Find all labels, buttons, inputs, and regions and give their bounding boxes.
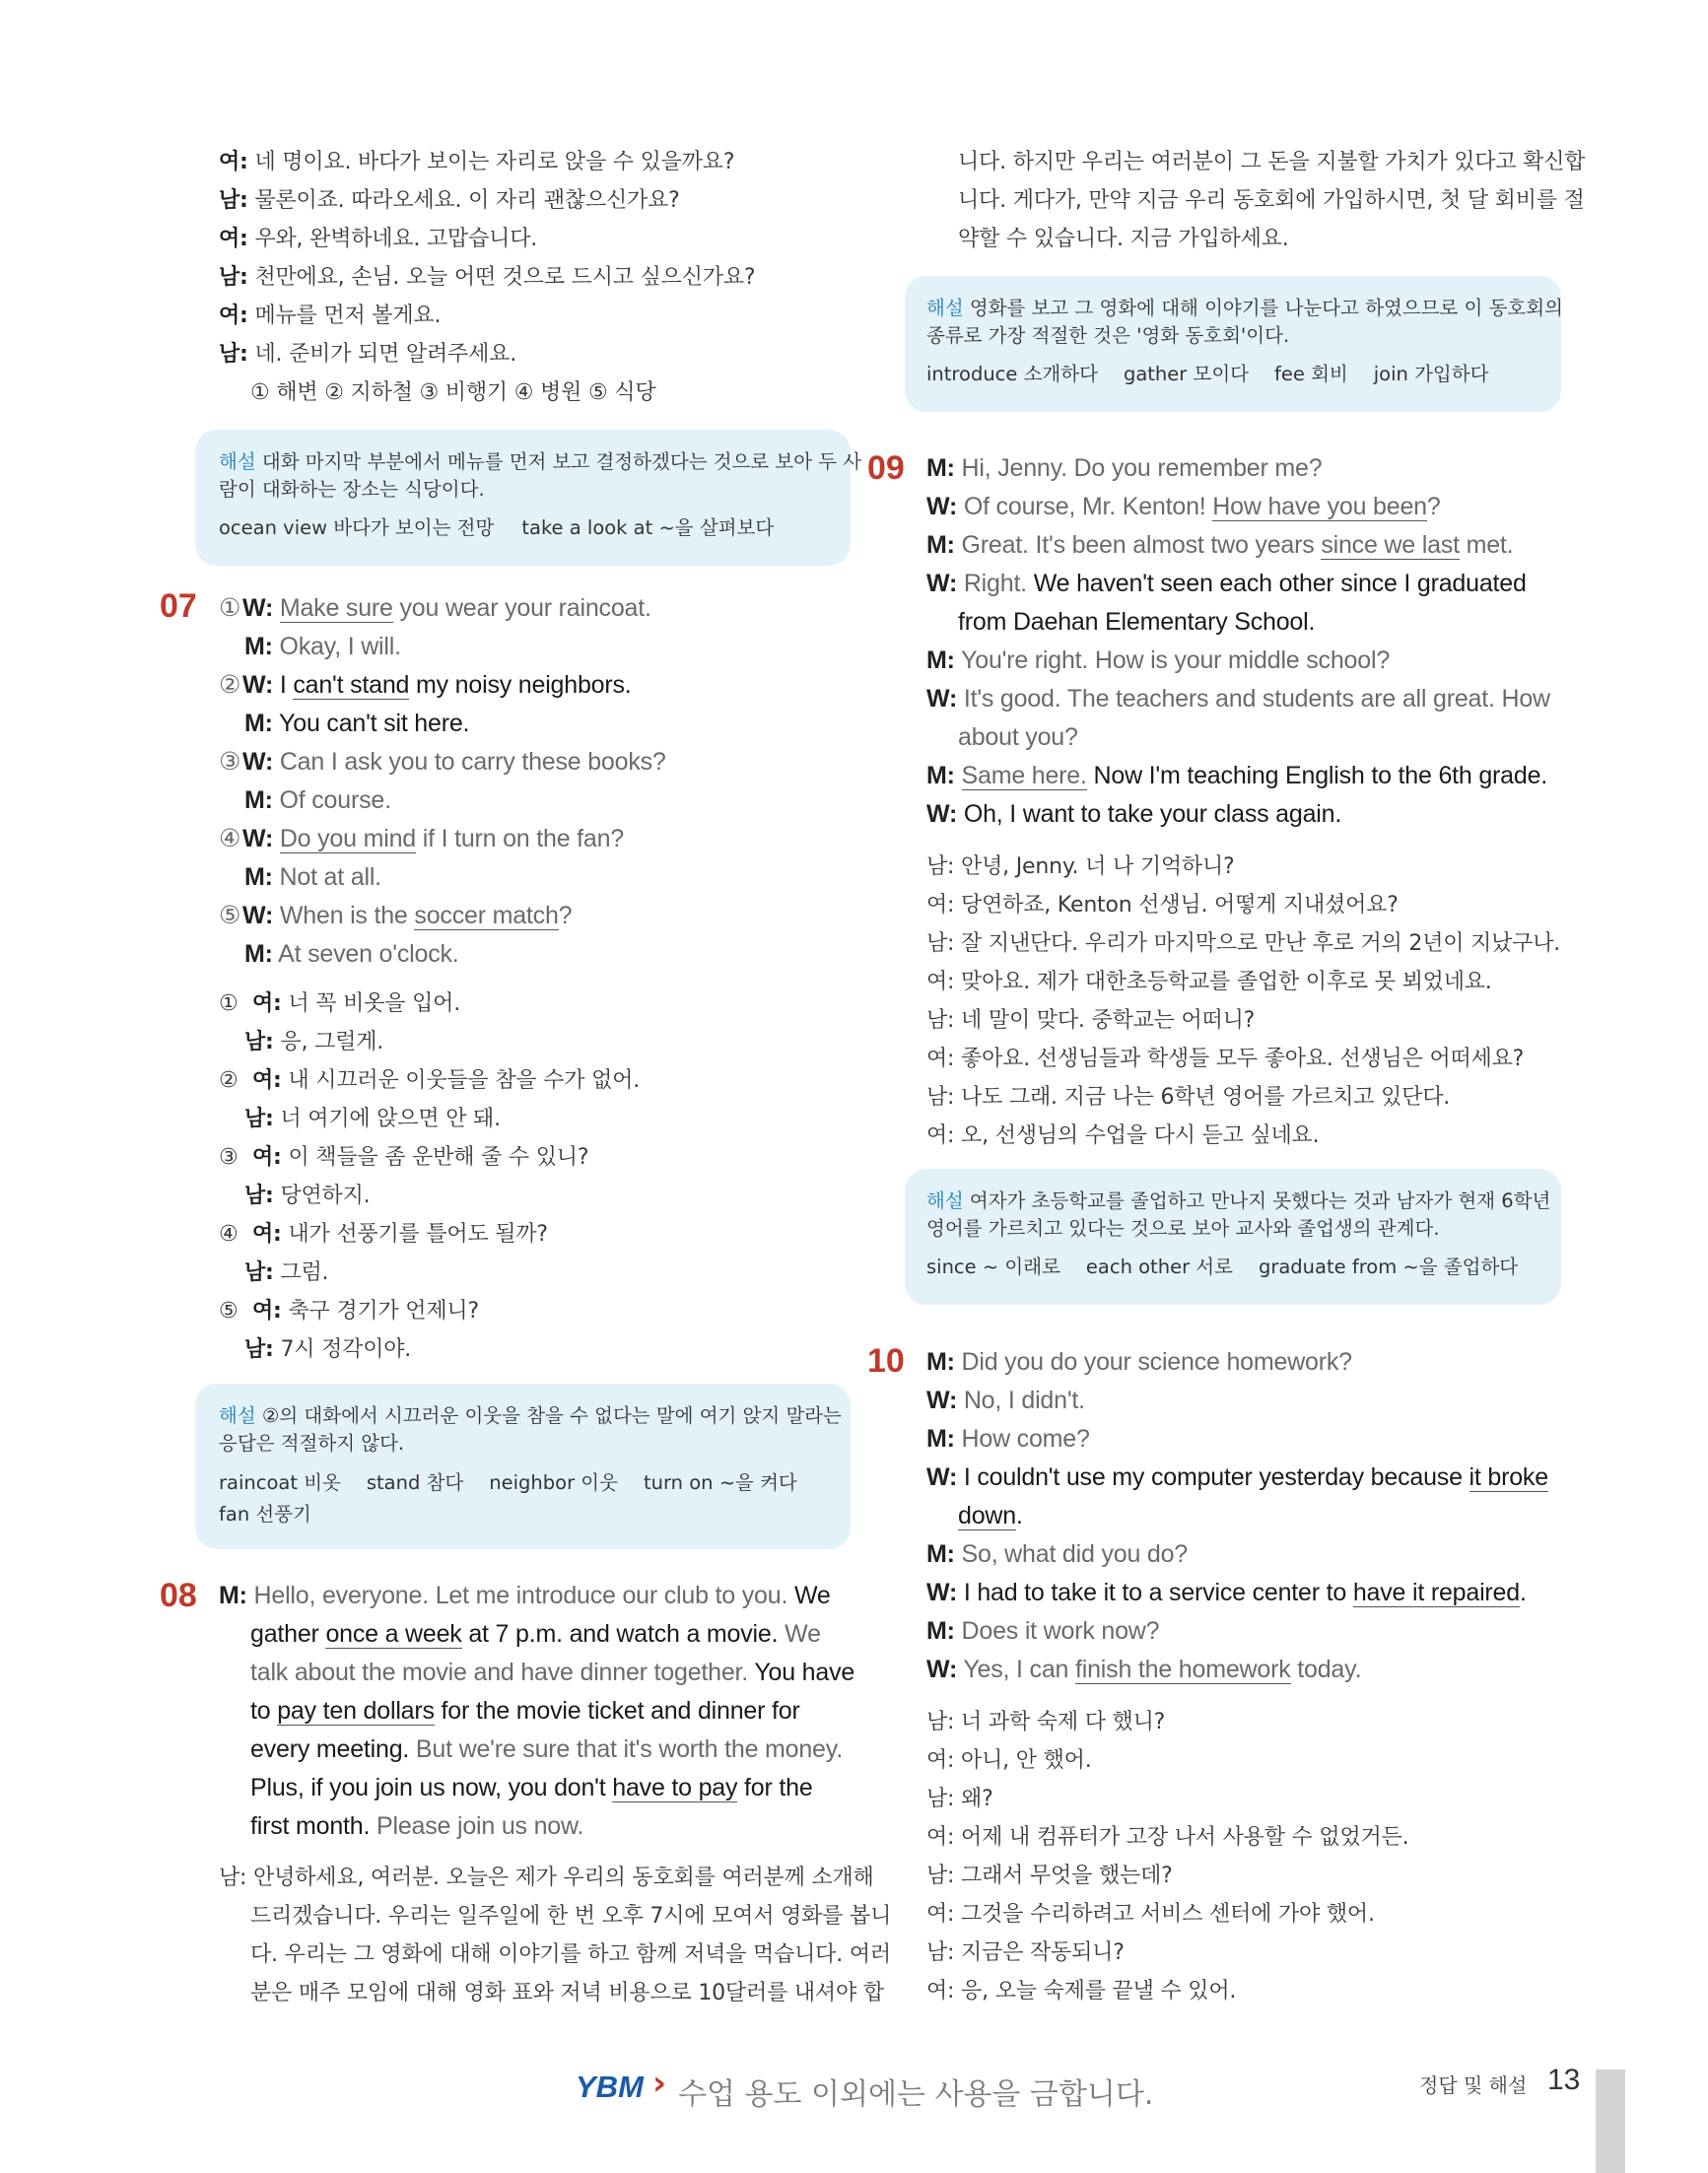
- speaker-label: W:: [926, 493, 958, 520]
- speaker-label: M:: [926, 1540, 955, 1568]
- text-segment: Great. It's been almost two years: [954, 531, 1322, 559]
- text-segment: We: [778, 1620, 821, 1648]
- text-segment: 그럼.: [273, 1260, 329, 1285]
- text-segment: 7시 정각이야.: [273, 1337, 412, 1362]
- text-segment: at 7 p.m. and watch a movie.: [461, 1620, 779, 1648]
- item-marker: ②: [219, 1068, 239, 1093]
- explanation-line: [926, 1188, 1550, 1214]
- dialogue-line: [244, 785, 391, 815]
- dialogue-line-kr: [219, 148, 734, 177]
- underlined-phrase: since we last: [1321, 531, 1460, 559]
- explanation-line: [926, 296, 1563, 321]
- speaker-label: 여:: [252, 1222, 282, 1247]
- vocab-item: introduce 소개하다: [926, 363, 1098, 385]
- speaker-label: W:: [242, 825, 274, 852]
- translation-line: 남: 왜?: [926, 1787, 993, 1811]
- text-segment: 응, 그럴게.: [273, 1030, 384, 1054]
- item-marker: ③: [219, 1145, 239, 1170]
- text-segment: .: [1519, 1579, 1527, 1606]
- text-segment: Right.: [957, 570, 1034, 597]
- speaker-label: 여:: [252, 1068, 282, 1093]
- dialogue-line: [926, 1386, 1085, 1415]
- underlined-phrase: finish the homework: [1075, 1656, 1291, 1683]
- speaker-label: 남:: [219, 188, 248, 213]
- explanation-line: [219, 449, 861, 475]
- translation-line: 남: 지금은 작동되니?: [926, 1940, 1125, 1965]
- translation-line: 여: 아니, 안 했어.: [926, 1748, 1092, 1773]
- underlined-phrase: it broke: [1469, 1463, 1548, 1491]
- speaker-label: W:: [242, 594, 274, 622]
- text-segment: my noisy neighbors.: [409, 671, 632, 699]
- explanation-label: 해설: [219, 450, 256, 473]
- underlined-phrase: Same here.: [961, 762, 1087, 789]
- text-segment: 너 꼭 비옷을 입어.: [281, 991, 460, 1016]
- text-segment: .: [1015, 1502, 1023, 1529]
- text-segment: 너 여기에 앉으면 안 돼.: [273, 1107, 501, 1131]
- text-segment: It's good. The teachers and students are all great. How: [957, 685, 1550, 713]
- item-marker: ③: [219, 748, 241, 776]
- dialogue-line: [926, 1424, 1090, 1454]
- speaker-label: W:: [926, 1656, 958, 1683]
- dialogue-line-kr: [219, 186, 680, 216]
- explanation-text: 응답은 적절하지 않다.: [219, 1432, 405, 1455]
- dialogue-line: [244, 632, 401, 661]
- translation-line: 남: 너 과학 숙제 다 했니?: [926, 1710, 1166, 1734]
- vocab-item: raincoat 비옷: [219, 1471, 341, 1494]
- speaker-label: W:: [926, 800, 958, 828]
- dialogue-line: [958, 607, 1315, 637]
- speaker-label: 여:: [252, 1145, 282, 1170]
- underlined-phrase: soccer match: [414, 902, 559, 929]
- text-segment: I had to take it to a service center to: [957, 1579, 1353, 1606]
- text-segment: 네. 준비가 되면 알려주세요.: [247, 342, 516, 367]
- text-segment: ?: [1426, 493, 1441, 520]
- dialogue-line: [242, 670, 632, 700]
- text-segment: from Daehan Elementary School.: [958, 608, 1316, 636]
- speaker-label: 남:: [219, 342, 248, 367]
- text-segment: So, what did you do?: [954, 1540, 1189, 1568]
- explanation-text: 대화 마지막 부분에서 메뉴를 먼저 보고 결정하겠다는 것으로 보아 두 사: [255, 450, 862, 473]
- text-segment: 우와, 완벽하네요. 고맙습니다.: [247, 227, 538, 251]
- item-marker: ⑤: [219, 1299, 239, 1324]
- text-segment: Oh, I want to take your class again.: [957, 800, 1342, 828]
- speaker-label: 남:: [244, 1337, 274, 1362]
- translation-line: 남: 안녕, Jenny. 너 나 기억하니?: [926, 854, 1235, 879]
- text-segment: But we're sure that it's worth the money.: [409, 1735, 843, 1763]
- text-segment: Okay, I will.: [272, 633, 401, 660]
- dialogue-line-kr: [252, 1297, 479, 1326]
- speaker-label: W:: [926, 1463, 958, 1491]
- speaker-label: 남:: [244, 1107, 274, 1131]
- question-number: 07: [160, 587, 197, 625]
- item-marker: ⑤: [219, 902, 241, 929]
- dialogue-line: [244, 862, 381, 892]
- speaker-label: 남:: [219, 265, 248, 290]
- explanation-line: [219, 1431, 404, 1457]
- dialogue-line: [926, 1655, 1361, 1684]
- vocab-item: graduate from ~을 졸업하다: [1258, 1256, 1519, 1278]
- underlined-phrase: have to pay: [612, 1774, 738, 1801]
- speaker-label: M:: [219, 1582, 247, 1609]
- explanation-line: [926, 323, 1289, 349]
- text-segment: No, I didn't.: [957, 1387, 1085, 1414]
- dialogue-line: [958, 1501, 1023, 1530]
- explanation-label: 해설: [926, 297, 964, 319]
- underlined-phrase: Do you mind: [279, 825, 416, 852]
- dialogue-line: [926, 1347, 1352, 1377]
- underlined-phrase: have it repaired: [1352, 1579, 1520, 1606]
- vocab-item: fee 회비: [1274, 363, 1348, 385]
- item-marker: ②: [219, 671, 241, 699]
- dialogue-line: [926, 492, 1441, 521]
- underlined-phrase: pay ten dollars: [277, 1697, 435, 1725]
- dialogue-line: [242, 593, 651, 623]
- dialogue-line: [250, 1696, 800, 1726]
- dialogue-line-kr: [244, 1258, 328, 1288]
- text-segment: [273, 594, 280, 622]
- speaker-label: 여:: [219, 304, 248, 328]
- speaker-label: 여:: [252, 1299, 282, 1324]
- item-marker: ④: [219, 825, 241, 852]
- dialogue-line-kr: [244, 1028, 383, 1057]
- question-number: 08: [160, 1577, 197, 1614]
- translation-line: 니다. 하지만 우리는 여러분이 그 돈을 지불할 가치가 있다고 확신합: [958, 150, 1586, 174]
- speaker-label: 남:: [244, 1260, 274, 1285]
- text-segment: Of course, Mr. Kenton!: [957, 493, 1213, 520]
- question-number: 09: [867, 449, 905, 487]
- item-marker: ①: [219, 991, 239, 1016]
- text-segment: You're right. How is your middle school?: [954, 646, 1391, 674]
- vocab-item: ocean view 바다가 보이는 전망: [219, 516, 495, 539]
- translation-line: 여: 맞아요. 제가 대한초등학교를 졸업한 이후로 못 뵈었네요.: [926, 970, 1492, 994]
- dialogue-line-kr: [219, 302, 441, 331]
- dialogue-line: [926, 453, 1322, 483]
- text-segment: I couldn't use my computer yesterday because: [957, 1463, 1469, 1491]
- speaker-label: W:: [926, 1387, 958, 1414]
- explanation-text: 람이 대화하는 장소는 식당이다.: [219, 478, 485, 501]
- dialogue-line: [250, 1658, 854, 1687]
- text-segment: 내가 선풍기를 틀어도 될까?: [281, 1222, 548, 1247]
- dialogue-line-kr: [219, 340, 516, 370]
- vocab-item: each other 서로: [1085, 1256, 1233, 1278]
- speaker-label: 여:: [219, 227, 248, 251]
- dialogue-line: [242, 824, 624, 853]
- speaker-label: M:: [926, 646, 955, 674]
- text-segment: 물론이죠. 따라오세요. 이 자리 괜찮으신가요?: [247, 188, 680, 213]
- speaker-label: 여:: [252, 991, 282, 1016]
- text-segment: if I turn on the fan?: [415, 825, 625, 852]
- vocab-item: stand 참다: [366, 1471, 464, 1494]
- text-segment: We: [793, 1582, 831, 1609]
- dialogue-line: [926, 1578, 1527, 1607]
- speaker-label: W:: [242, 671, 274, 699]
- dialogue-line: [926, 569, 1527, 598]
- dialogue-line-kr: [252, 989, 460, 1019]
- dialogue-line: [926, 1616, 1159, 1646]
- translation-line: 여: 좋아요. 선생님들과 학생들 모두 좋아요. 선생님은 어떠세요?: [926, 1047, 1525, 1071]
- text-segment: [273, 825, 280, 852]
- translation-line: 드리겠습니다. 우리는 일주일에 한 번 오후 7시에 모여서 영화를 봅니: [250, 1904, 892, 1929]
- vocab-item: neighbor 이웃: [489, 1471, 618, 1494]
- translation-line: 여: 그것을 수리하려고 서비스 센터에 가야 했어.: [926, 1902, 1375, 1927]
- vocab-item: fan 선풍기: [219, 1503, 311, 1526]
- item-marker: ①: [219, 594, 241, 622]
- dialogue-line: [926, 1462, 1548, 1492]
- page-number: 13: [1547, 2064, 1581, 2096]
- speaker-label: M:: [926, 1348, 955, 1376]
- page-tab-marker: [1596, 2070, 1625, 2173]
- dialogue-line: [244, 709, 469, 738]
- translation-line: 약할 수 있습니다. 지금 가입하세요.: [958, 227, 1289, 251]
- dialogue-line: [242, 901, 572, 930]
- speaker-label: M:: [244, 633, 273, 660]
- text-segment: When is the: [273, 902, 415, 929]
- item-marker: ④: [219, 1222, 239, 1247]
- explanation-line: [219, 477, 485, 503]
- speaker-label: W:: [926, 685, 958, 713]
- vocab-item: since ~ 이래로: [926, 1256, 1060, 1278]
- text-segment: first month.: [250, 1812, 371, 1840]
- speaker-label: M:: [926, 1617, 955, 1645]
- explanation-text: 여자가 초등학교를 졸업하고 만나지 못했다는 것과 남자가 현재 6학년: [963, 1189, 1551, 1212]
- chevron-right-icon: ›: [652, 2064, 667, 2103]
- dialogue-line-kr: [252, 1220, 548, 1250]
- text-segment: every meeting.: [250, 1735, 410, 1763]
- text-segment: 천만에요, 손님. 오늘 어떤 것으로 드시고 싶으신가요?: [247, 265, 756, 290]
- text-segment: Yes, I can: [957, 1656, 1075, 1683]
- translation-line: 남: 나도 그래. 지금 나는 6학년 영어를 가르치고 있단다.: [926, 1085, 1451, 1110]
- dialogue-line: [250, 1773, 813, 1802]
- explanation-label: 해설: [219, 1404, 256, 1427]
- speaker-label: W:: [242, 902, 274, 929]
- explanation-text: 영어를 가르치고 있다는 것으로 보아 교사와 졸업생의 관계다.: [926, 1217, 1440, 1240]
- usage-notice: 수업 용도 이외에는 사용을 금합니다.: [678, 2077, 1154, 2112]
- speaker-label: M:: [926, 454, 955, 482]
- text-segment: How come?: [954, 1425, 1090, 1453]
- speaker-label: 남:: [244, 1184, 274, 1208]
- text-segment: 당연하지.: [273, 1184, 371, 1208]
- speaker-label: M:: [926, 531, 955, 559]
- speaker-label: M:: [244, 863, 273, 891]
- dialogue-line: [958, 722, 1078, 752]
- text-segment: We haven't seen each other since I graduated: [1033, 570, 1527, 597]
- text-segment: Please join us now.: [370, 1812, 584, 1840]
- text-segment: today.: [1290, 1656, 1362, 1683]
- vocab-item: gather 모이다: [1123, 363, 1250, 385]
- speaker-label: W:: [242, 748, 274, 776]
- translation-line: 여: 응, 오늘 숙제를 끝낼 수 있어.: [926, 1979, 1237, 2003]
- text-segment: 내 시끄러운 이웃들을 참을 수가 없어.: [281, 1068, 640, 1093]
- text-segment: Not at all.: [272, 863, 381, 891]
- text-segment: gather: [250, 1620, 326, 1648]
- dialogue-line-kr: [219, 263, 755, 293]
- translation-line: 다. 우리는 그 영화에 대해 이야기를 하고 함께 저녁을 먹습니다. 여러: [250, 1942, 891, 1967]
- text-segment: Did you do your science homework?: [954, 1348, 1352, 1376]
- section-title: 정답 및 해설: [1419, 2073, 1528, 2097]
- text-segment: you wear your raincoat.: [392, 594, 651, 622]
- text-segment: Plus, if you join us now, you don't: [250, 1774, 613, 1801]
- text-segment: You can't sit here.: [272, 710, 470, 737]
- translation-line: 여: 오, 선생님의 수업을 다시 듣고 싶네요.: [926, 1123, 1320, 1148]
- text-segment: Does it work now?: [954, 1617, 1160, 1645]
- answer-choices: ① 해변 ② 지하철 ③ 비행기 ④ 병원 ⑤ 식당: [250, 380, 656, 405]
- explanation-text: 영화를 보고 그 영화에 대해 이야기를 나눈다고 하였으므로 이 동호회의: [963, 297, 1563, 319]
- underlined-phrase: How have you been: [1212, 493, 1427, 520]
- text-segment: for the: [737, 1774, 813, 1801]
- dialogue-line: [926, 799, 1341, 829]
- dialogue-line-kr: [244, 1182, 370, 1211]
- dialogue-line: [250, 1811, 583, 1841]
- dialogue-line-kr: [252, 1143, 588, 1173]
- dialogue-line: [244, 939, 459, 969]
- dialogue-line-kr: [244, 1105, 501, 1134]
- translation-line: 남: 그래서 무엇을 했는데?: [926, 1864, 1173, 1888]
- dialogue-line: [250, 1734, 843, 1764]
- text-segment: to: [250, 1697, 278, 1725]
- text-segment: Hi, Jenny. Do you remember me?: [954, 454, 1323, 482]
- dialogue-line: [219, 1581, 831, 1610]
- text-segment: 메뉴를 먼저 볼게요.: [247, 304, 442, 328]
- speaker-label: M:: [926, 1425, 955, 1453]
- explanation-line: [926, 1216, 1440, 1242]
- dialogue-line: [926, 761, 1547, 790]
- text-segment: Hello, everyone. Let me introduce our club to you.: [246, 1582, 794, 1609]
- dialogue-line: [926, 684, 1550, 713]
- text-segment: for the movie ticket and dinner for: [434, 1697, 800, 1725]
- explanation-line: [219, 1403, 842, 1429]
- text-segment: You have: [754, 1659, 855, 1686]
- speaker-label: M:: [244, 786, 273, 814]
- text-segment: At seven o'clock.: [272, 940, 459, 968]
- speaker-label: W:: [926, 570, 958, 597]
- underlined-phrase: can't stand: [293, 671, 410, 699]
- speaker-label: M:: [926, 762, 955, 789]
- dialogue-line: [926, 530, 1513, 560]
- translation-line: 남: 네 말이 맞다. 중학교는 어떠니?: [926, 1008, 1256, 1033]
- translation-line: 남: 안녕하세요, 여러분. 오늘은 제가 우리의 동호회를 여러분께 소개해: [219, 1866, 874, 1890]
- vocab-item: take a look at ~을 살펴보다: [521, 516, 775, 539]
- underlined-phrase: Make sure: [279, 594, 393, 622]
- translation-line: 여: 당연하죠, Kenton 선생님. 어떻게 지내셨어요?: [926, 893, 1399, 917]
- dialogue-line-kr: [252, 1066, 640, 1096]
- dialogue-line-kr: [219, 225, 537, 254]
- dialogue-line-kr: [244, 1335, 411, 1365]
- underlined-phrase: once a week: [325, 1620, 462, 1648]
- explanation-label: 해설: [926, 1189, 964, 1212]
- text-segment: met.: [1459, 531, 1514, 559]
- text-segment: 축구 경기가 언제니?: [281, 1299, 479, 1324]
- translation-line: 여: 어제 내 컴퓨터가 고장 나서 사용할 수 없었거든.: [926, 1825, 1409, 1850]
- text-segment: 이 책들을 좀 운반해 줄 수 있니?: [281, 1145, 589, 1170]
- speaker-label: M:: [244, 710, 273, 737]
- text-segment: [955, 762, 962, 789]
- vocab-item: join 가입하다: [1373, 363, 1489, 385]
- ybm-logo: YBM: [576, 2070, 644, 2104]
- dialogue-line: [242, 747, 666, 777]
- speaker-label: 남:: [244, 1030, 274, 1054]
- translation-line: 분은 매주 모임에 대해 영화 표와 저녁 비용으로 10달러를 내셔야 합: [250, 1981, 884, 2005]
- text-segment: about you?: [958, 723, 1078, 751]
- speaker-label: 여:: [219, 150, 248, 174]
- dialogue-line: [926, 645, 1390, 675]
- vocab-item: turn on ~을 켜다: [643, 1471, 797, 1494]
- text-segment: Can I ask you to carry these books?: [273, 748, 666, 776]
- underlined-phrase: down: [958, 1502, 1016, 1529]
- text-segment: Of course.: [272, 786, 391, 814]
- question-number: 10: [867, 1342, 905, 1380]
- speaker-label: W:: [926, 1579, 958, 1606]
- explanation-text: 종류로 가장 적절한 것은 '영화 동호회'이다.: [926, 324, 1290, 347]
- dialogue-line: [250, 1619, 821, 1649]
- translation-line: 니다. 게다가, 만약 지금 우리 동호회에 가입하시면, 첫 달 회비를 절: [958, 188, 1585, 213]
- text-segment: I: [273, 671, 294, 699]
- text-segment: ?: [558, 902, 573, 929]
- text-segment: 네 명이요. 바다가 보이는 자리로 앉을 수 있을까요?: [247, 150, 735, 174]
- translation-line: 남: 잘 지낸단다. 우리가 마지막으로 만난 후로 거의 2년이 지났구나.: [926, 931, 1561, 956]
- text-segment: talk about the movie and have dinner together.: [250, 1659, 755, 1686]
- dialogue-line: [926, 1539, 1188, 1569]
- speaker-label: M:: [244, 940, 273, 968]
- explanation-text: ②의 대화에서 시끄러운 이웃을 참을 수 없다는 말에 여기 앉지 말라는: [255, 1404, 842, 1427]
- text-segment: Now I'm teaching English to the 6th grade.: [1086, 762, 1548, 789]
